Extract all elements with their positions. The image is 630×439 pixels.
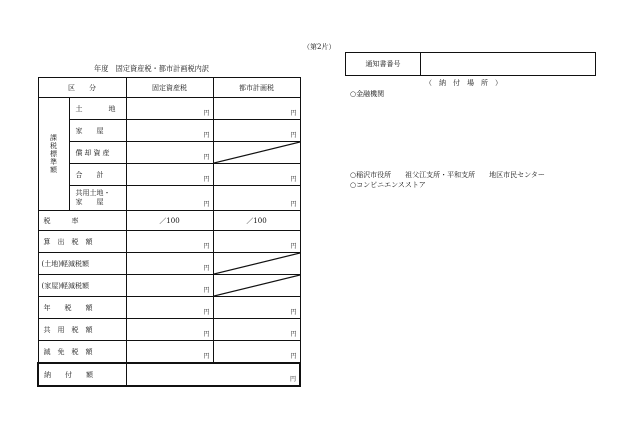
payment-place-heading: （ 納 付 場 所 ） bbox=[425, 79, 502, 87]
yen-cell[interactable]: 円 bbox=[126, 186, 213, 211]
row-label-shokyaku: 償却資産 bbox=[69, 142, 126, 164]
row-label-genmen: 減 免 税 額 bbox=[38, 341, 126, 364]
kazei-hyojun-label: 課税標準額 bbox=[38, 98, 69, 211]
yen-cell[interactable]: 円 bbox=[213, 186, 300, 211]
yen-cell[interactable]: 円 bbox=[126, 231, 213, 253]
header-kubun: 区 分 bbox=[38, 78, 126, 98]
row-label-nengaku: 年 税 額 bbox=[38, 297, 126, 319]
yen-cell[interactable]: 円 bbox=[213, 297, 300, 319]
nofu-amount-cell[interactable]: 円 bbox=[126, 363, 300, 386]
notice-number-box bbox=[345, 52, 596, 76]
row-label-sanshutsu: 算 出 税 額 bbox=[38, 231, 126, 253]
row-label-kyoyo-zeigaku: 共 用 税 額 bbox=[38, 319, 126, 341]
yen-cell[interactable]: 円 bbox=[126, 341, 213, 364]
yen-cell[interactable]: 円 bbox=[126, 253, 213, 275]
place-convenience-store: ○コンビニエンスストア bbox=[350, 181, 426, 189]
row-label-tochi-keigen: (土地)軽減税額 bbox=[38, 253, 126, 275]
yen-cell[interactable]: 円 bbox=[126, 164, 213, 186]
row-label-tochi: 土 地 bbox=[69, 98, 126, 120]
header-toshi: 都市計画税 bbox=[213, 78, 300, 98]
yen-cell[interactable]: 円 bbox=[126, 319, 213, 341]
diagonal-blank-cell bbox=[213, 142, 300, 164]
yen-cell[interactable]: 円 bbox=[213, 120, 300, 142]
rate-cell[interactable]: ／100 bbox=[213, 211, 300, 231]
place-bank: ○金融機関 bbox=[350, 90, 385, 98]
header-kotei: 固定資産税 bbox=[126, 78, 213, 98]
yen-cell[interactable]: 円 bbox=[213, 231, 300, 253]
yen-cell[interactable]: 円 bbox=[213, 98, 300, 120]
yen-cell[interactable]: 円 bbox=[213, 319, 300, 341]
yen-cell[interactable]: 円 bbox=[126, 120, 213, 142]
row-label-zeiritsu: 税 率 bbox=[38, 211, 126, 231]
yen-cell[interactable]: 円 bbox=[126, 98, 213, 120]
yen-cell[interactable]: 円 bbox=[213, 164, 300, 186]
tax-breakdown-table bbox=[37, 77, 301, 387]
table-title: 年度 固定資産税・都市計画税内訳 bbox=[94, 64, 210, 73]
notice-number-field[interactable] bbox=[421, 53, 596, 76]
row-label-kyoyo: 共用土地・ 家 屋 bbox=[69, 186, 126, 211]
diagonal-blank-cell bbox=[213, 253, 300, 275]
place-city-office: ○稲沢市役所 祖父江支所・平和支所 地区市民センター bbox=[350, 171, 545, 179]
diagonal-blank-cell bbox=[213, 275, 300, 297]
yen-cell[interactable]: 円 bbox=[213, 341, 300, 364]
sheet-number: （第2片） bbox=[303, 43, 336, 51]
row-label-gokei: 合 計 bbox=[69, 164, 126, 186]
yen-cell[interactable]: 円 bbox=[126, 142, 213, 164]
yen-cell[interactable]: 円 bbox=[126, 297, 213, 319]
row-label-kaoku-keigen: (家屋)軽減税額 bbox=[38, 275, 126, 297]
notice-number-label: 通知書番号 bbox=[346, 53, 421, 76]
row-label-kaoku: 家 屋 bbox=[69, 120, 126, 142]
row-label-nofu: 納 付 額 bbox=[38, 363, 126, 386]
yen-cell[interactable]: 円 bbox=[126, 275, 213, 297]
rate-cell[interactable]: ／100 bbox=[126, 211, 213, 231]
